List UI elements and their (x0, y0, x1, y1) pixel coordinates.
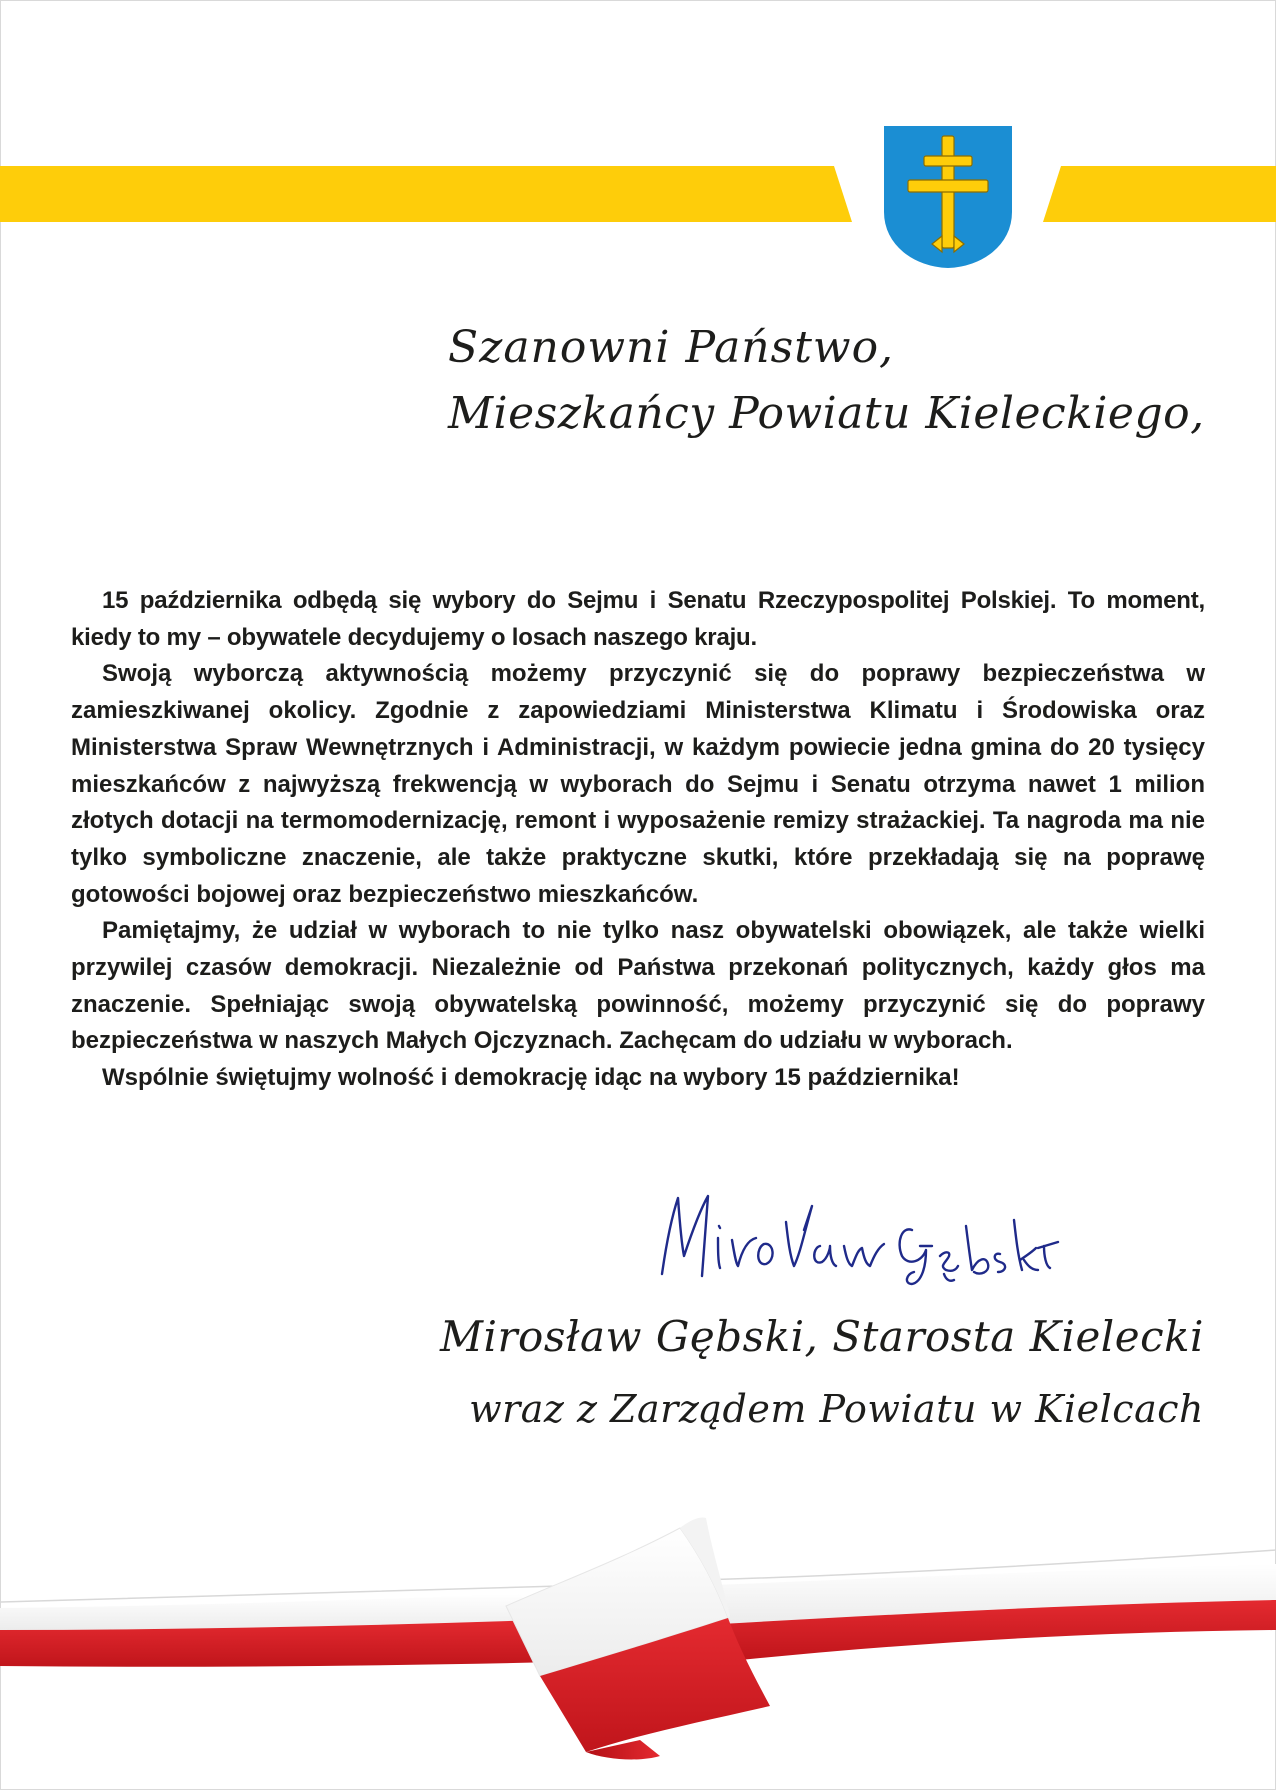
letter-paragraph-3: Pamiętajmy, że udział w wyborach to nie tylko nasz obywatelski obowiązek, ale także wielki przywilej czasów demokracji. Niezależnie od Państwa przekonań politycznych, każdy głos ma znaczenie. Spełniając swoją obywatelską powinność, możemy przyczynić się do poprawy bezpieczeństwa w naszych Małych Ojczyznach. Zachęcam do udziału w wyborach. (71, 917, 1205, 1055)
polish-flag-ribbon-icon (0, 1490, 1276, 1790)
salutation-line-2: Mieszkańcy Powiatu Kieleckiego, (448, 388, 1205, 439)
letter-paragraph-4: Wspólnie świętujmy wolność i demokrację idąc na wybory 15 października! (102, 1064, 960, 1092)
letter-body (71, 583, 1205, 1097)
header-band-left (0, 166, 852, 222)
coat-of-arms-icon (882, 124, 1014, 270)
handwritten-signature (640, 1186, 1060, 1286)
letter-paragraph-1: 15 października odbędą się wybory do Sejmu i Senatu Rzeczypospolitej Polskiej. To moment, kiedy to my – obywatele decydujemy o losach naszego kraju. (71, 587, 1205, 651)
signatory-name: Mirosław Gębski, Starosta Kielecki (440, 1312, 1204, 1361)
letter-paragraph-2: Swoją wyborczą aktywnością możemy przyczynić się do poprawy bezpieczeństwa w zamieszkiwanej okolicy. Zgodnie z zapowiedziami Ministerstwa Klimatu i Środowiska oraz Ministerstwa Spraw Wewnętrznych i Administracji, w każdym powiecie jedna gmina do 20 tysięcy mieszkańców z najwyższą frekwencją w wyborach do Sejmu i Senatu otrzyma nawet 1 milion złotych dotacji na termomodernizację, remont i wyposażenie remizy strażackiej. Ta nagroda ma nie tylko symboliczne znaczenie, ale także praktyczne skutki, które przekładają się na poprawę gotowości bojowej oraz bezpieczeństwo mieszkańców. (71, 660, 1205, 908)
signatory-board: wraz z Zarządem Powiatu w Kielcach (469, 1387, 1204, 1431)
signatory-block (440, 1300, 1204, 1444)
header-band-right (1043, 166, 1276, 222)
salutation (448, 318, 1205, 450)
salutation-line-1: Szanowni Państwo, (448, 322, 895, 373)
